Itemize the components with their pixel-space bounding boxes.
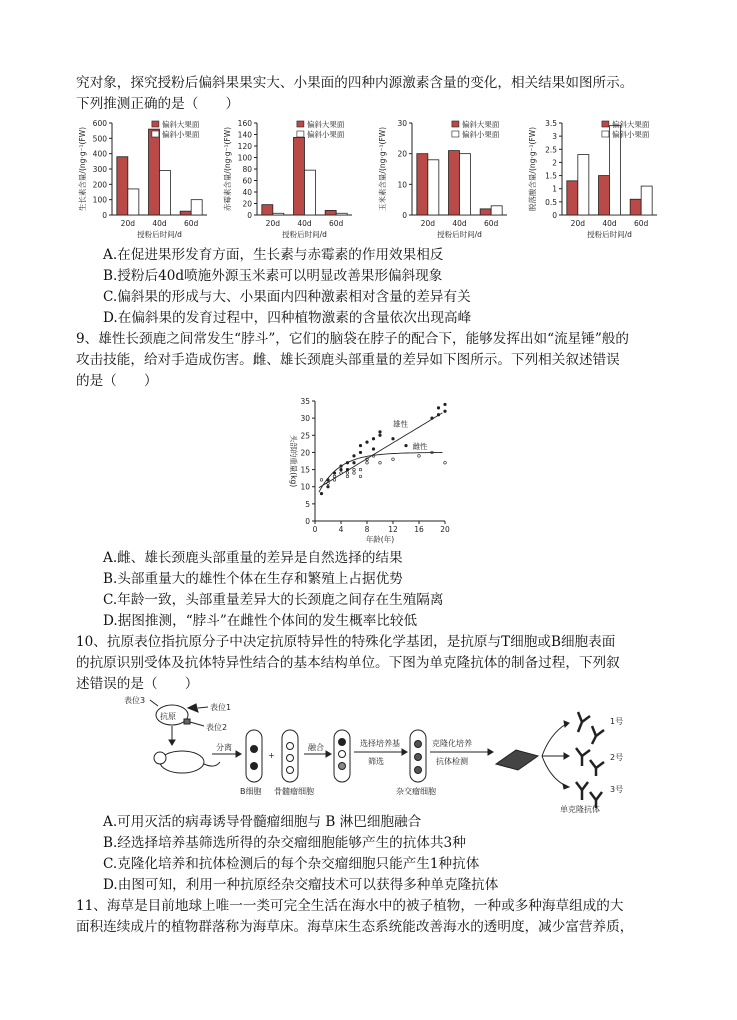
male-point <box>366 441 369 444</box>
legend-swatch-small <box>152 131 159 137</box>
y-tick-label: 10 <box>397 180 407 190</box>
y-tick-label: 20 <box>300 448 310 458</box>
culture-plate <box>496 750 538 770</box>
hormone-bar-charts <box>72 115 672 240</box>
bar-small-face <box>273 213 284 215</box>
label-clone-culture: 克隆化培养 <box>432 739 472 748</box>
bar-big-face <box>567 181 578 215</box>
legend-swatch-big <box>152 121 159 127</box>
label-no1: 1号 <box>610 717 624 726</box>
x-tick-label: 60d <box>634 219 649 228</box>
mouse-body <box>160 751 204 773</box>
antibody-1 <box>578 712 604 744</box>
y-tick-label: 600 <box>92 119 107 128</box>
q8-option-d: D.在偏斜果的发育过程中，四种植物激素的含量依次出现高峰 <box>103 310 472 326</box>
y-tick-label: 0 <box>402 211 407 220</box>
y-tick-label: 5 <box>305 499 310 509</box>
x-tick-label: 20d <box>265 219 280 228</box>
bar-big-face <box>325 210 336 215</box>
antibody-2 <box>576 748 604 776</box>
bar-small-face <box>641 186 652 215</box>
q10-line-2: 的抗原识别受体及抗体特异性结合的基本结构单位。下图为单克隆抗体的制备过程，下列叙 <box>76 655 620 671</box>
female-point <box>353 468 356 471</box>
legend-label-small: 偏斜小果面 <box>161 130 200 139</box>
y-tick-label: 25 <box>300 431 310 441</box>
label-hybridoma: 杂交瘤细胞 <box>396 787 436 796</box>
bar-small-face <box>128 189 139 215</box>
female-trend-line <box>319 453 443 493</box>
y-tick-label: 20 <box>242 199 252 209</box>
x-tick-label: 12 <box>388 525 398 534</box>
y-tick-label: 100 <box>92 195 107 205</box>
legend-label-big: 偏斜大果面 <box>161 120 200 129</box>
legend-label-big: 偏斜大果面 <box>461 120 500 129</box>
q8-option-c: C.偏斜果的形成与大、小果面内四种激素相对含量的差异有关 <box>103 289 471 305</box>
male-point <box>372 437 375 440</box>
y-tick-label: 35 <box>300 397 310 406</box>
bar-big-face <box>180 211 191 215</box>
q8-option-b: B.授粉后40d喷施外源玉米素可以明显改善果形偏斜现象 <box>103 268 443 284</box>
x-tick-label: 60d <box>184 219 199 228</box>
legend-swatch-big <box>602 121 609 127</box>
y-tick-label: 120 <box>237 142 252 151</box>
bar-chart-4 <box>527 119 657 239</box>
bar-big-face <box>630 199 641 215</box>
y-tick-label: 0 <box>247 211 252 220</box>
y-tick-label: 80 <box>242 165 252 174</box>
y-axis-label: 玉米素含量/(ng·g⁻¹(FW) <box>378 126 387 212</box>
bar-small-face <box>578 155 589 215</box>
tube-myeloma <box>282 730 298 782</box>
male-point <box>444 403 447 406</box>
q9-option-d: D.据图推测，“脖斗”在雌性个体间的发生概率比较低 <box>103 613 418 629</box>
q9-option-a: A.雌、雄长颈鹿头部重量的差异是自然选择的结果 <box>103 550 403 566</box>
label-epitope2: 表位2 <box>206 723 228 732</box>
x-axis-label: 授粉后时间/d <box>282 230 327 239</box>
male-point <box>359 451 362 454</box>
intro-line-1: 究对象，探究授粉后偏斜果果实大、小果面的四种内源激素含量的变化，相关结果如图所示。 <box>76 75 634 91</box>
q9-option-b: B.头部重量大的雄性个体在生存和繁殖上占据优势 <box>103 571 403 587</box>
legend-label-big: 偏斜大果面 <box>611 120 650 129</box>
bar-small-face <box>610 126 621 215</box>
y-axis-label: 赤霉素含量/(ng·g⁻¹(FW) <box>223 126 232 212</box>
bar-chart-1 <box>77 119 207 239</box>
legend-label-small: 偏斜小果面 <box>611 130 650 139</box>
x-tick-label: 40d <box>452 219 467 228</box>
bar-big-face <box>449 151 460 215</box>
q8-option-a: A.在促进果形发育方面，生长素与赤霉素的作用效果相反 <box>103 247 444 263</box>
male-point <box>405 444 408 447</box>
male-point <box>392 437 395 440</box>
label-fuse: 融合 <box>308 743 324 752</box>
x-axis-label: 授粉后时间/d <box>437 230 482 239</box>
y-tick-label: 1 <box>552 184 557 194</box>
x-axis-label: 授粉后时间/d <box>137 230 182 239</box>
bar-small-face <box>160 171 171 215</box>
mouse-head <box>154 752 166 764</box>
y-tick-label: 400 <box>92 149 107 159</box>
q9-line-2: 攻击技能，给对手造成伤害。雌、雄长颈鹿头部重量的差异如下图所示。下列相关叙述错误 <box>76 352 620 368</box>
q10-option-a: A.可用灭活的病毒诱导骨髓瘤细胞与 B 淋巴细胞融合 <box>103 814 422 830</box>
y-tick-label: 0 <box>102 211 107 220</box>
label-antigen: 抗原 <box>160 712 176 721</box>
y-tick-label: 100 <box>237 153 252 163</box>
label-bcell: B细胞 <box>240 787 262 796</box>
label-separate: 分离 <box>216 743 232 752</box>
label-no3: 3号 <box>610 785 624 794</box>
male-point <box>340 468 343 471</box>
legend-swatch-big <box>297 121 304 127</box>
x-tick-label: 40d <box>152 219 167 228</box>
epitope2-mark <box>184 719 190 724</box>
y-tick-label: 60 <box>242 176 252 186</box>
y-tick-label: 160 <box>237 119 252 128</box>
female-point <box>359 468 362 471</box>
label-antibody-test: 抗体检测 <box>436 757 468 766</box>
bar-big-face <box>417 154 428 215</box>
male-point <box>320 492 323 495</box>
y-tick-label: 10 <box>300 482 310 492</box>
y-tick-label: 2 <box>552 158 557 168</box>
y-tick-label: 30 <box>397 119 407 128</box>
giraffe-scatter-chart <box>275 393 465 548</box>
female-series-label: 雌性 <box>412 442 428 451</box>
bar-big-face <box>480 209 491 215</box>
q9-line-3: 的是（ ） <box>76 373 158 389</box>
label-plus: + <box>268 751 275 760</box>
x-tick-label: 4 <box>338 525 344 534</box>
x-tick-label: 20 <box>440 525 450 534</box>
y-tick-label: 0 <box>552 211 557 220</box>
epitope1-mark <box>188 704 198 712</box>
y-tick-label: 40 <box>242 188 252 197</box>
female-point <box>353 472 356 475</box>
y-axis-label: 头部的重量(kg) <box>289 434 298 488</box>
x-tick-label: 16 <box>414 525 424 534</box>
y-tick-label: 0 <box>305 517 310 526</box>
female-point <box>392 458 395 461</box>
bar-big-face <box>262 205 273 215</box>
bar-small-face <box>336 213 347 215</box>
bar-small-face <box>491 206 502 215</box>
legend-label-big: 偏斜大果面 <box>306 120 345 129</box>
y-tick-label: 3 <box>552 132 557 142</box>
x-tick-label: 60d <box>484 219 499 228</box>
male-point <box>353 455 356 458</box>
legend-swatch-small <box>452 131 459 137</box>
y-tick-label: 2.5 <box>545 145 557 155</box>
male-point <box>379 434 382 437</box>
x-tick-label: 40d <box>297 219 312 228</box>
x-tick-label: 20d <box>120 219 135 228</box>
y-tick-label: 140 <box>237 130 252 140</box>
y-tick-label: 20 <box>397 149 407 159</box>
monoclonal-antibody-diagram <box>120 694 640 814</box>
tube-fused <box>334 730 350 782</box>
y-tick-label: 3.5 <box>545 119 557 128</box>
legend-swatch-big <box>452 121 459 127</box>
q10-line-1: 10、抗原表位指抗原分子中决定抗原特异性的特殊化学基团，是抗原与T细胞或B细胞表面 <box>76 634 616 650</box>
legend-label-small: 偏斜小果面 <box>461 130 500 139</box>
label-epitope3: 表位3 <box>124 696 146 705</box>
bar-chart-3 <box>377 119 507 239</box>
x-tick-label: 40d <box>602 219 617 228</box>
q11-line-1: 11、海草是目前地球上唯一一类可完全生活在海水中的被子植物，一种或多种海草组成的大 <box>76 898 624 914</box>
bar-big-face <box>599 176 610 215</box>
y-tick-label: 1.5 <box>545 171 557 181</box>
x-tick-label: 20d <box>420 219 435 228</box>
bar-small-face <box>428 160 439 215</box>
q10-line-3: 述错误的是（ ） <box>76 676 199 692</box>
bar-big-face <box>117 157 128 215</box>
label-select-medium: 选择培养基 <box>360 739 400 748</box>
y-tick-label: 500 <box>92 134 107 144</box>
female-point <box>359 475 362 478</box>
bar-chart-2 <box>222 119 352 239</box>
legend-label-small: 偏斜小果面 <box>306 130 345 139</box>
female-point <box>346 475 349 478</box>
x-tick-label: 60d <box>329 219 344 228</box>
bar-small-face <box>191 200 202 215</box>
y-axis-label: 生长素含量/(ng·g⁻¹(FW) <box>78 126 87 212</box>
y-axis-label: 脱落酸含量/(ng·g⁻¹(FW) <box>528 126 537 212</box>
q10-option-d: D.由图可知，利用一种抗原经杂交瘤技术可以获得多种单克隆抗体 <box>103 877 499 893</box>
legend-swatch-small <box>602 131 609 137</box>
legend-swatch-small <box>297 131 304 137</box>
x-tick-label: 0 <box>312 525 318 534</box>
male-point <box>359 444 362 447</box>
x-axis-label: 授粉后时间/d <box>587 230 632 239</box>
y-tick-label: 15 <box>300 465 310 475</box>
q10-option-b: B.经选择培养基筛选所得的杂交瘤细胞能够产生的抗体共3种 <box>103 835 466 851</box>
female-point <box>418 455 421 458</box>
bar-big-face <box>294 137 305 215</box>
y-tick-label: 30 <box>300 414 310 424</box>
male-point <box>379 431 382 434</box>
male-series-label: 雄性 <box>393 419 408 429</box>
tube-bcell <box>246 730 262 782</box>
bar-big-face <box>149 129 160 215</box>
female-point <box>346 472 349 475</box>
female-point <box>366 461 369 464</box>
male-point <box>437 407 440 410</box>
male-point <box>327 485 330 488</box>
label-no2: 2号 <box>610 753 624 762</box>
label-epitope1: 表位1 <box>210 703 232 712</box>
intro-line-2: 下列推测正确的是（ ） <box>76 96 240 112</box>
q10-option-c: C.克隆化培养和抗体检测后的每个杂交瘤细胞只能产生1种抗体 <box>103 856 480 872</box>
female-point <box>379 461 382 464</box>
q9-option-c: C.年龄一致，头部重量差异大的长颈鹿之间存在生殖隔离 <box>103 592 444 608</box>
q9-line-1: 9、雄性长颈鹿之间常发生“脖斗”，它们的脑袋在脖子的配合下，能够发挥出如“流星锤”般的 <box>76 331 630 347</box>
label-screen: 筛选 <box>368 757 384 766</box>
y-tick-label: 200 <box>92 180 107 190</box>
y-tick-label: 0.5 <box>545 197 557 207</box>
q11-line-2: 面积连续成片的植物群落称为海草床。海草床生态系统能改善海水的透明度，减少富营养质， <box>76 919 634 935</box>
label-mab: 单克隆抗体 <box>560 805 600 814</box>
female-point <box>444 461 447 464</box>
bar-small-face <box>460 154 471 215</box>
x-axis-label: 年龄(年) <box>365 535 395 544</box>
x-tick-label: 20d <box>570 219 585 228</box>
female-point <box>320 479 323 482</box>
male-point <box>353 461 356 464</box>
label-myeloma: 骨髓瘤细胞 <box>274 787 314 796</box>
y-tick-label: 300 <box>92 165 107 174</box>
bar-small-face <box>305 170 316 215</box>
male-point <box>372 448 375 451</box>
x-tick-label: 8 <box>364 525 370 534</box>
male-point <box>444 410 447 413</box>
